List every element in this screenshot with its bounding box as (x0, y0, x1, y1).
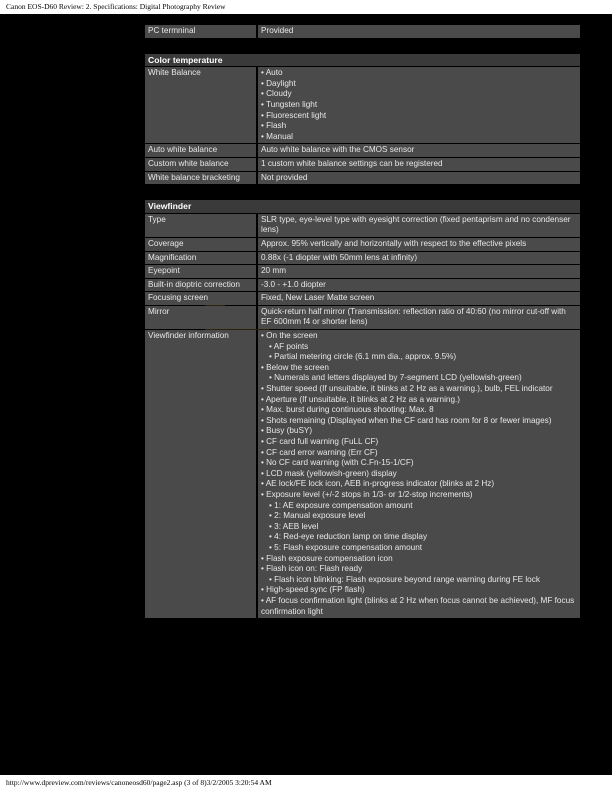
spec-value-item: • Below the screen (261, 362, 329, 372)
spec-value (258, 330, 580, 618)
spec-value-item: • Daylight (261, 78, 296, 88)
spec-value-item: • CF card full warning (FuLL CF) (261, 437, 379, 446)
spec-value-item: • 3: AEB level (269, 521, 319, 531)
spec-value-item: • Flash exposure compensation icon (261, 553, 393, 563)
page-header: Canon EOS-D60 Review: 2. Specifications: Digital Photography Review (6, 2, 226, 11)
spec-value-item: SLR type, eye-level type with eyesight correction (fixed pentaprism and no condenser lens) (261, 214, 571, 235)
spec-label: Auto white balance (145, 144, 258, 157)
spec-value (258, 292, 580, 305)
section-title: Viewfinder (145, 200, 580, 213)
spec-content (145, 24, 580, 619)
spec-label: Custom white balance (145, 158, 258, 171)
spec-value-item: Provided (261, 26, 294, 35)
spec-value (258, 238, 580, 251)
spec-value-item: Approx. 95% vertically and horizontally with respect to the effective pixels (261, 238, 527, 248)
spec-value-item: Not provided (261, 172, 308, 182)
spec-value-item: Fixed, New Laser Matte screen (261, 293, 375, 303)
spec-value-item: • Partial metering circle (6.1 mm dia., approx. 9.5%) (269, 352, 457, 362)
spec-label: Type (145, 214, 258, 237)
spec-row (145, 214, 580, 237)
spec-label: PC termninal (145, 25, 258, 38)
spec-value-item: • Busy (buSY) (261, 426, 313, 436)
spec-value-item: • Shutter speed (If unsuitable, it blinks at 2 Hz as a warning.), bulb, FEL indicator (261, 384, 553, 394)
spec-value-item: • Cloudy (261, 89, 292, 99)
spec-value-item: Auto white balance with the CMOS sensor (261, 145, 415, 155)
page-footer: http://www.dpreview.com/reviews/canoneosd60/page2.asp (3 of 8)3/2/2005 3:20:54 AM (6, 778, 272, 787)
spec-value (258, 25, 580, 38)
spec-value-item: 1 custom white balance settings can be registered (261, 158, 443, 168)
spec-value (258, 265, 580, 278)
spec-value-item: • 1: AE exposure compensation amount (269, 500, 413, 510)
spec-row (145, 306, 580, 329)
spec-value-item: • 2: Manual exposure level (269, 511, 366, 521)
spec-row (145, 238, 580, 251)
section-title: Color temperature (145, 54, 580, 67)
spec-label: Mirror (145, 306, 258, 329)
spec-value (258, 214, 580, 237)
spec-value (258, 252, 580, 265)
spec-value-item: 0.88x (-1 diopter with 50mm lens at infinity) (261, 252, 418, 262)
spec-table (145, 24, 580, 619)
spec-row (145, 144, 580, 157)
spec-value-item: • LCD mask (yellowish-green) display (261, 468, 397, 478)
spec-label: Magnification (145, 252, 258, 265)
spec-label: Coverage (145, 238, 258, 251)
spec-value-item: • Auto (261, 68, 283, 78)
spec-value (258, 306, 580, 329)
spec-page (0, 14, 612, 775)
spec-row (145, 330, 580, 618)
spec-value (258, 158, 580, 171)
spec-row (145, 158, 580, 171)
spec-value-item: • Aperture (If unsuitable, it blinks at 2 Hz as a warning.) (261, 394, 461, 404)
spec-value (258, 67, 580, 143)
spec-row (145, 265, 580, 278)
section-spacer (145, 185, 580, 199)
section-header-row (145, 54, 580, 67)
spec-value-item: • Max. burst during continuous shooting: Max. 8 (261, 405, 434, 415)
spec-label: White Balance (145, 67, 258, 143)
section-spacer (145, 39, 580, 53)
spec-value-item: • AF focus confirmation light (blinks at 2 Hz when focus cannot be achieved), MF focus confirmation light (261, 595, 575, 616)
spacer-cell (145, 39, 580, 53)
spec-value-item: • Flash icon on: Flash ready (261, 564, 363, 574)
spec-label: Focusing screen (145, 292, 258, 305)
spec-label: Eyepoint (145, 265, 258, 278)
spec-value (258, 279, 580, 292)
spec-row (145, 279, 580, 292)
spec-value-item: • 4: Red-eye reduction lamp on time display (269, 532, 428, 542)
spec-value-item: • No CF card warning (with C.Fn-15-1/CF) (261, 458, 414, 468)
spec-label: White balance bracketing (145, 172, 258, 185)
spec-value-item: • Tungsten light (261, 99, 318, 109)
spec-value-item: • Exposure level (+/-2 stops in 1/3- or 1/2-stop increments) (261, 489, 473, 499)
spec-value-item: • Flash (261, 121, 287, 131)
spec-value (258, 144, 580, 157)
spec-value-item: • On the screen (261, 331, 318, 341)
spec-value-item: • Shots remaining (Displayed when the CF card has room for 8 or fewer images) (261, 415, 552, 425)
spec-value-item: • Manual (261, 131, 293, 141)
spec-row (145, 172, 580, 185)
spec-value-item: 20 mm (261, 266, 287, 276)
spacer-cell (145, 185, 580, 199)
spec-value (258, 172, 580, 185)
spec-value-item: • 5: Flash exposure compensation amount (269, 542, 423, 552)
spec-value-item: • Fluorescent light (261, 110, 327, 120)
spec-value-item: -3.0 - +1.0 diopter (261, 279, 326, 289)
spec-row (145, 67, 580, 143)
spec-value-item: Quick-return half mirror (Transmission: reflection ratio of 40:60 (no mirror cut-off with EF 600mm f4 or shorter lens) (261, 306, 566, 327)
spec-value-item: • AE lock/FE lock icon, AEB in-progress indicator (blinks at 2 Hz) (261, 479, 495, 489)
spec-value-item: • Numerals and letters displayed by 7-segment LCD (yellowish-green) (269, 373, 522, 383)
spec-row (145, 252, 580, 265)
spec-row (145, 292, 580, 305)
spec-label: Viewfinder information (145, 330, 258, 618)
section-header-row (145, 200, 580, 213)
spec-row (145, 25, 580, 38)
spec-value-item: • High-speed sync (FP flash) (261, 585, 365, 595)
spec-label: Built-in dioptric correction (145, 279, 258, 292)
spec-value-item: • CF card error warning (Err CF) (261, 447, 378, 457)
spec-value-item: • AF points (269, 341, 309, 351)
spec-value-item: • Flash icon blinking: Flash exposure beyond range warning during FE lock (269, 574, 540, 584)
